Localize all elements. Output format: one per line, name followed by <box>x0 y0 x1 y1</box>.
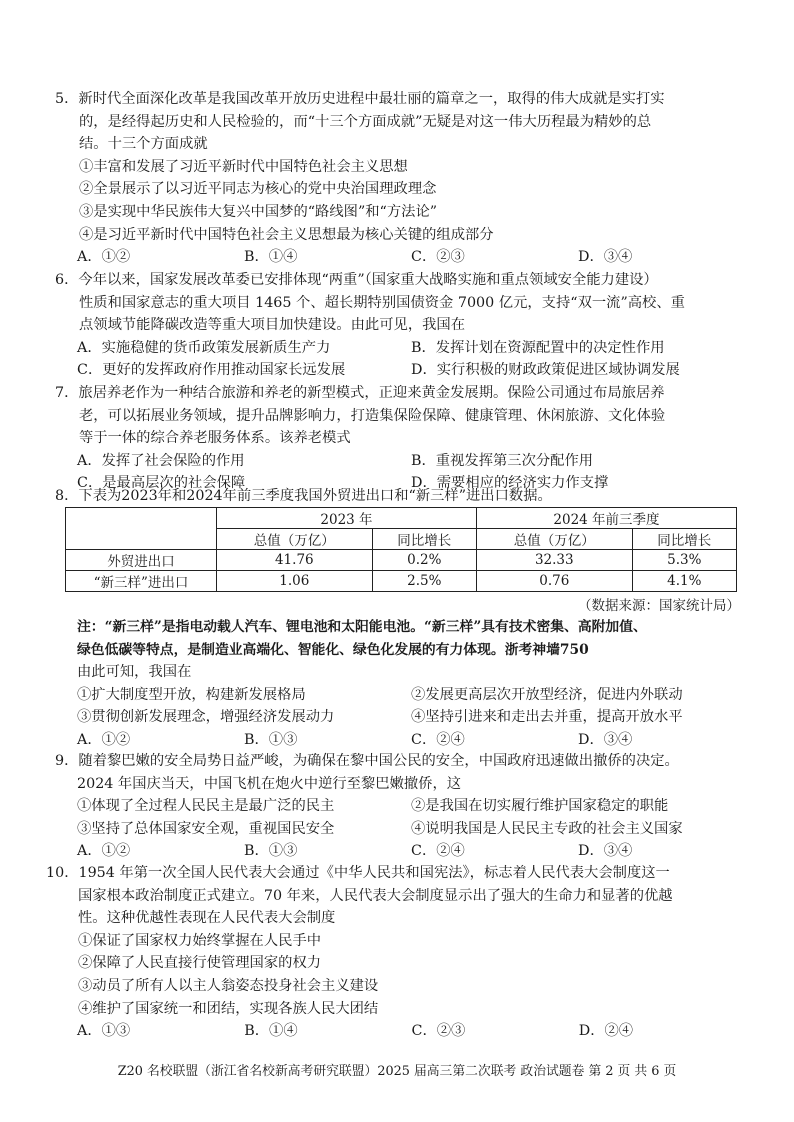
table-corner-cell <box>66 508 217 550</box>
q7-option-a[interactable]: A．发挥了社会保险的作用 <box>77 452 245 469</box>
table-cell: 0.2% <box>372 550 476 571</box>
table-cell: 1.06 <box>217 571 373 592</box>
q6-option-b[interactable]: B．发挥计划在资源配置中的决定性作用 <box>411 339 665 356</box>
q10-stem-line: 性。这种优越性表现在人民代表大会制度 <box>78 910 336 927</box>
q5-statement: ③是实现中华民族伟大复兴中国梦的“路线图”和“方法论” <box>79 203 438 220</box>
q10-statement: ①保证了国家权力始终掌握在人民手中 <box>78 932 322 949</box>
q8-option-d[interactable]: D．③④ <box>578 731 633 748</box>
table-row-label: “新三样”进出口 <box>66 571 217 592</box>
table-row <box>66 550 737 571</box>
data-source-caption: （数据来源：国家统计局） <box>578 598 740 614</box>
q7-stem-line: 老，可以拓展业务领域，提升品牌影响力，打造集保险保障、健康管理、休闲旅游、文化体验 <box>79 407 666 424</box>
q7-stem-line: 等于一体的综合养老服务体系。该养老模式 <box>79 430 351 447</box>
q10-stem-line: 10．1954 年第一次全国人民代表大会通过《中华人民共和国宪法》，标志着人民代表大会制度这一 <box>46 865 670 881</box>
q9-statements-row <box>55 818 745 841</box>
q8-option-c[interactable]: C．②④ <box>411 731 465 748</box>
table-cell: 4.1% <box>632 571 736 592</box>
question-5 <box>55 88 745 269</box>
q8-conclusion: 由此可知，我国在 <box>77 664 192 680</box>
q9-statement: ②是我国在切实履行维护国家稳定的职能 <box>411 798 669 815</box>
q10-option-c[interactable]: C．②③ <box>411 1023 466 1040</box>
q7-option-c[interactable]: C．是最高层次的社会保障 <box>77 475 246 492</box>
q8-options <box>55 729 745 752</box>
table-cell: 2.5% <box>372 571 476 592</box>
q8-stem-line: 8．下表为2023年和2024年前三季度我国外贸进出口和“新三样”进出口数据。 <box>55 488 552 504</box>
q5-options <box>55 246 745 269</box>
table-sub-header: 同比增长 <box>632 529 736 550</box>
table-row <box>66 571 737 592</box>
question-8-continued <box>55 661 745 751</box>
q6-option-a[interactable]: A．实施稳健的货币政策发展新质生产力 <box>77 339 331 356</box>
table-cell: 32.33 <box>476 550 632 571</box>
q5-statement: ①丰富和发展了习近平新时代中国特色社会主义思想 <box>79 158 408 175</box>
question-10 <box>46 862 746 1043</box>
note-label: 注： <box>77 619 105 635</box>
q5-option-a[interactable]: A．①② <box>77 249 131 266</box>
q9-option-d[interactable]: D．③④ <box>578 843 633 860</box>
q6-option-d[interactable]: D．实行积极的财政政策促进区域协调发展 <box>411 362 680 379</box>
q9-statement: ④说明我国是人民民主专政的社会主义国家 <box>411 820 683 837</box>
table-sub-header: 总值（万亿） <box>217 529 373 550</box>
q5-option-c[interactable]: C．②③ <box>411 249 465 266</box>
q8-statements-row <box>55 684 745 707</box>
table-group-header: 2024 年前三季度 <box>476 508 736 529</box>
question-9 <box>55 750 745 863</box>
q8-statement: ④坚持引进来和走出去并重，提高开放水平 <box>411 709 683 726</box>
q8-statements-row <box>55 706 745 729</box>
q5-stem-line: 5．新时代全面深化改革是我国改革开放历史进程中最壮丽的篇章之一，取得的伟大成就是实打实 <box>55 91 665 107</box>
q7-option-b[interactable]: B．重视发挥第三次分配作用 <box>411 452 594 469</box>
q5-option-b[interactable]: B．①④ <box>244 249 298 266</box>
q10-option-a[interactable]: A．①③ <box>77 1023 131 1040</box>
q6-stem-line: 6．今年以来，国家发展改革委已安排体现“两重”（国家重大战略实施和重点领域安全能力建设） <box>55 272 658 288</box>
q10-option-d[interactable]: D．②④ <box>578 1023 634 1040</box>
q9-statement: ①体现了全过程人民民主是最广泛的民主 <box>77 798 335 815</box>
table-sub-header: 同比增长 <box>372 529 476 550</box>
q9-statement: ③坚持了总体国家安全观，重视国民安全 <box>77 820 335 837</box>
table-row-label: 外贸进出口 <box>66 550 217 571</box>
note-text: “新三样”是指电动载人汽车、锂电池和太阳能电池。“新三样”具有技术密集、高附加值、 <box>104 619 647 635</box>
q8-statement: ①扩大制度型开放，构建新发展格局 <box>77 686 306 703</box>
trade-data-table <box>65 507 737 592</box>
q10-statement: ④维护了国家统一和团结，实现各族人民大团结 <box>78 1000 379 1017</box>
q10-options <box>46 1020 746 1043</box>
q9-option-c[interactable]: C．②④ <box>411 843 465 860</box>
page-footer: Z20 名校联盟（浙江省名校新高考研究联盟）2025 届高三第二次联考 政治试题卷 第 2 页 共 6 页 <box>117 1064 677 1079</box>
q9-option-a[interactable]: A．①② <box>77 843 131 860</box>
q9-stem-line: 2024 年国庆当天，中国飞机在炮火中逆行至黎巴嫩撤侨，这 <box>77 775 462 792</box>
q9-options <box>55 840 745 863</box>
q10-option-b[interactable]: B．①④ <box>244 1023 298 1040</box>
q6-options-row <box>55 337 745 360</box>
q5-statement: ④是习近平新时代中国特色社会主义思想最为核心关键的组成部分 <box>79 226 494 243</box>
table-header-row <box>66 508 737 529</box>
q10-statement: ③动员了所有人以主人翁姿态投身社会主义建设 <box>78 977 379 994</box>
q10-statement: ②保障了人民直接行使管理国家的权力 <box>78 955 322 972</box>
question-7 <box>55 382 745 495</box>
q7-options-row <box>55 450 745 473</box>
q9-option-b[interactable]: B．①③ <box>244 843 298 860</box>
q8-note-line: 绿色低碳等特点，是制造业高端化、智能化、绿色化发展的有力体现。浙考神墙750 <box>77 641 589 658</box>
q8-statement: ③贯彻创新发展理念，增强经济发展动力 <box>77 709 335 726</box>
q8-note <box>77 616 745 661</box>
q7-stem-line: 7．旅居养老作为一种结合旅游和养老的新型模式，正迎来黄金发展期。保险公司通过布局旅居养 <box>55 385 665 401</box>
q6-option-c[interactable]: C．更好的发挥政府作用推动国家长远发展 <box>77 362 346 379</box>
q5-stem-line: 结。十三个方面成就 <box>79 136 208 153</box>
q5-option-d[interactable]: D．③④ <box>578 249 633 266</box>
q6-stem-line: 点领域节能降碳改造等重大项目加快建设。由此可见，我国在 <box>79 317 466 334</box>
table-cell: 5.3% <box>632 550 736 571</box>
table-cell: 41.76 <box>217 550 373 571</box>
q5-statement: ②全景展示了以习近平同志为核心的党中央治国理政理念 <box>79 181 437 198</box>
question-8 <box>55 485 745 508</box>
q7-option-d[interactable]: D．需要相应的经济实力作支撑 <box>411 475 609 492</box>
q6-stem-line: 性质和国家意志的重大项目 1465 个、超长期特别国债资金 7000 亿元，支持“双一流”高校、重 <box>79 294 685 311</box>
table-sub-header: 总值（万亿） <box>476 529 632 550</box>
q8-option-b[interactable]: B．①③ <box>244 731 298 748</box>
q8-option-a[interactable]: A．①② <box>77 731 131 748</box>
q9-statements-row <box>55 795 745 818</box>
q10-stem-line: 国家根本政治制度正式建立。70 年来，人民代表大会制度显示出了强大的生命力和显著的优越 <box>78 887 673 904</box>
q6-options-row <box>55 359 745 382</box>
table-cell: 0.76 <box>476 571 632 592</box>
q5-stem-line: 的，是经得起历史和人民检验的，而“十三个方面成就”无疑是对这一伟大历程最为精妙的总 <box>79 113 652 130</box>
q8-note-line <box>77 616 745 639</box>
q9-stem-line: 9．随着黎巴嫩的安全局势日益严峻，为确保在黎中国公民的安全，中国政府迅速做出撤侨的决定。 <box>55 753 679 769</box>
table-group-header: 2023 年 <box>217 508 477 529</box>
question-6 <box>55 269 745 382</box>
q8-statement: ②发展更高层次开放型经济，促进内外联动 <box>411 686 683 703</box>
